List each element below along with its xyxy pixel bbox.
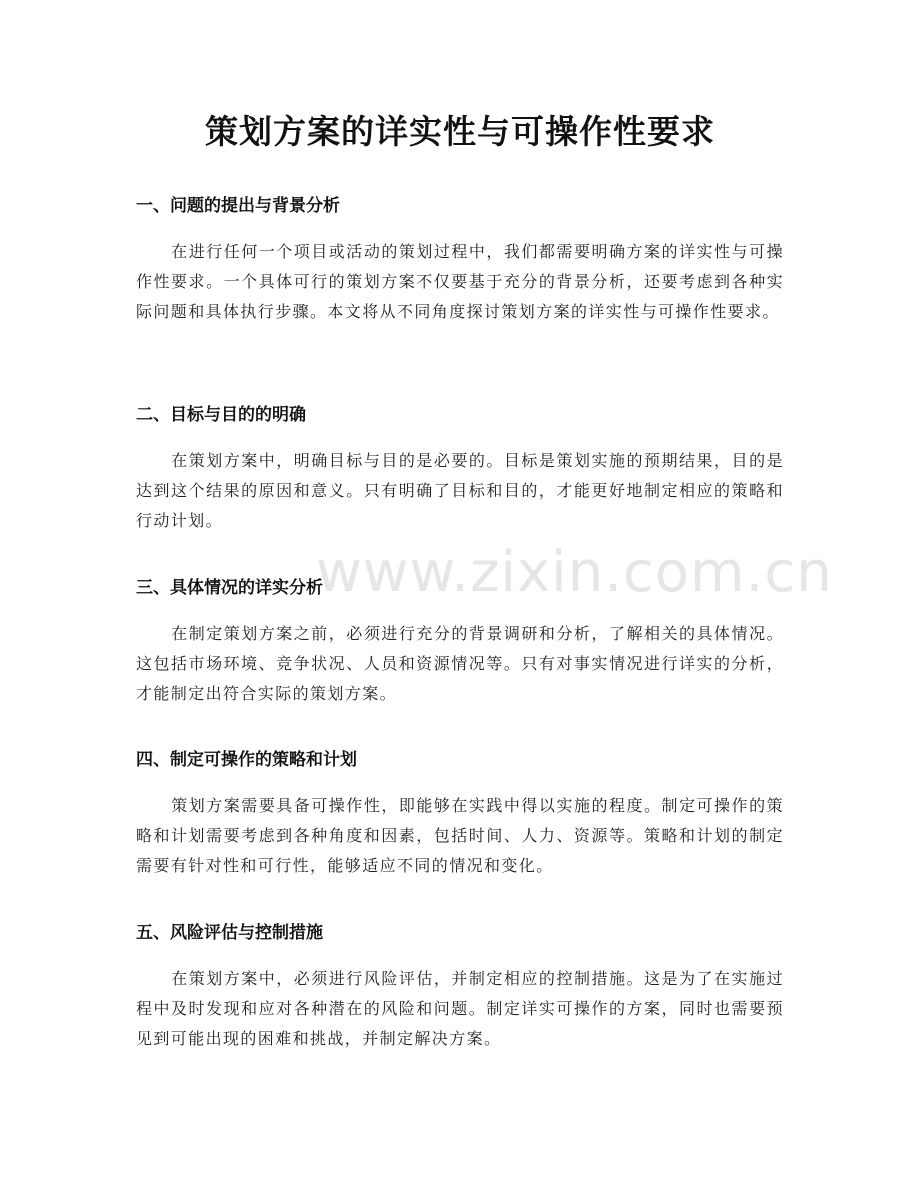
section-heading-5: 五、风险评估与控制措施 <box>136 923 323 943</box>
section-heading-3: 三、具体情况的详实分析 <box>136 578 323 598</box>
watermark: www.zixin.com.cn <box>316 540 833 605</box>
section-heading-2: 二、目标与目的的明确 <box>136 405 306 425</box>
section-body-5: 在策划方案中，必须进行风险评估，并制定相应的控制措施。这是为了在实施过程中及时发现和应对各种潜在的风险和问题。制定详实可操作的方案，同时也需要预见到可能出现的困难和挑战，并制定解决方案。 <box>136 969 784 1048</box>
section-body-4: 策划方案需要具备可操作性，即能够在实践中得以实施的程度。制定可操作的策略和计划需要考虑到各种角度和因素，包括时间、人力、资源等。策略和计划的制定需要有针对性和可行性，能够适应不同的情况和变化。 <box>136 796 784 875</box>
section-heading-1: 一、问题的提出与背景分析 <box>136 196 340 216</box>
section-body-1: 在进行任何一个项目或活动的策划过程中，我们都需要明确方案的详实性与可操作性要求。一个具体可行的策划方案不仅要基于充分的背景分析，还要考虑到各种实际问题和具体执行步骤。本文将从不同角度探讨策划方案的详实性与可操作性要求。 <box>136 242 784 321</box>
document-title: 策划方案的详实性与可操作性要求 <box>205 112 715 151</box>
section-heading-4: 四、制定可操作的策略和计划 <box>136 750 357 770</box>
section-body-2: 在策划方案中，明确目标与目的是必要的。目标是策划实施的预期结果，目的是达到这个结果的原因和意义。只有明确了目标和目的，才能更好地制定相应的策略和行动计划。 <box>136 451 784 530</box>
section-body-3: 在制定策划方案之前，必须进行充分的背景调研和分析，了解相关的具体情况。这包括市场环境、竞争状况、人员和资源情况等。只有对事实情况进行详实的分析，才能制定出符合实际的策划方案。 <box>136 624 784 703</box>
